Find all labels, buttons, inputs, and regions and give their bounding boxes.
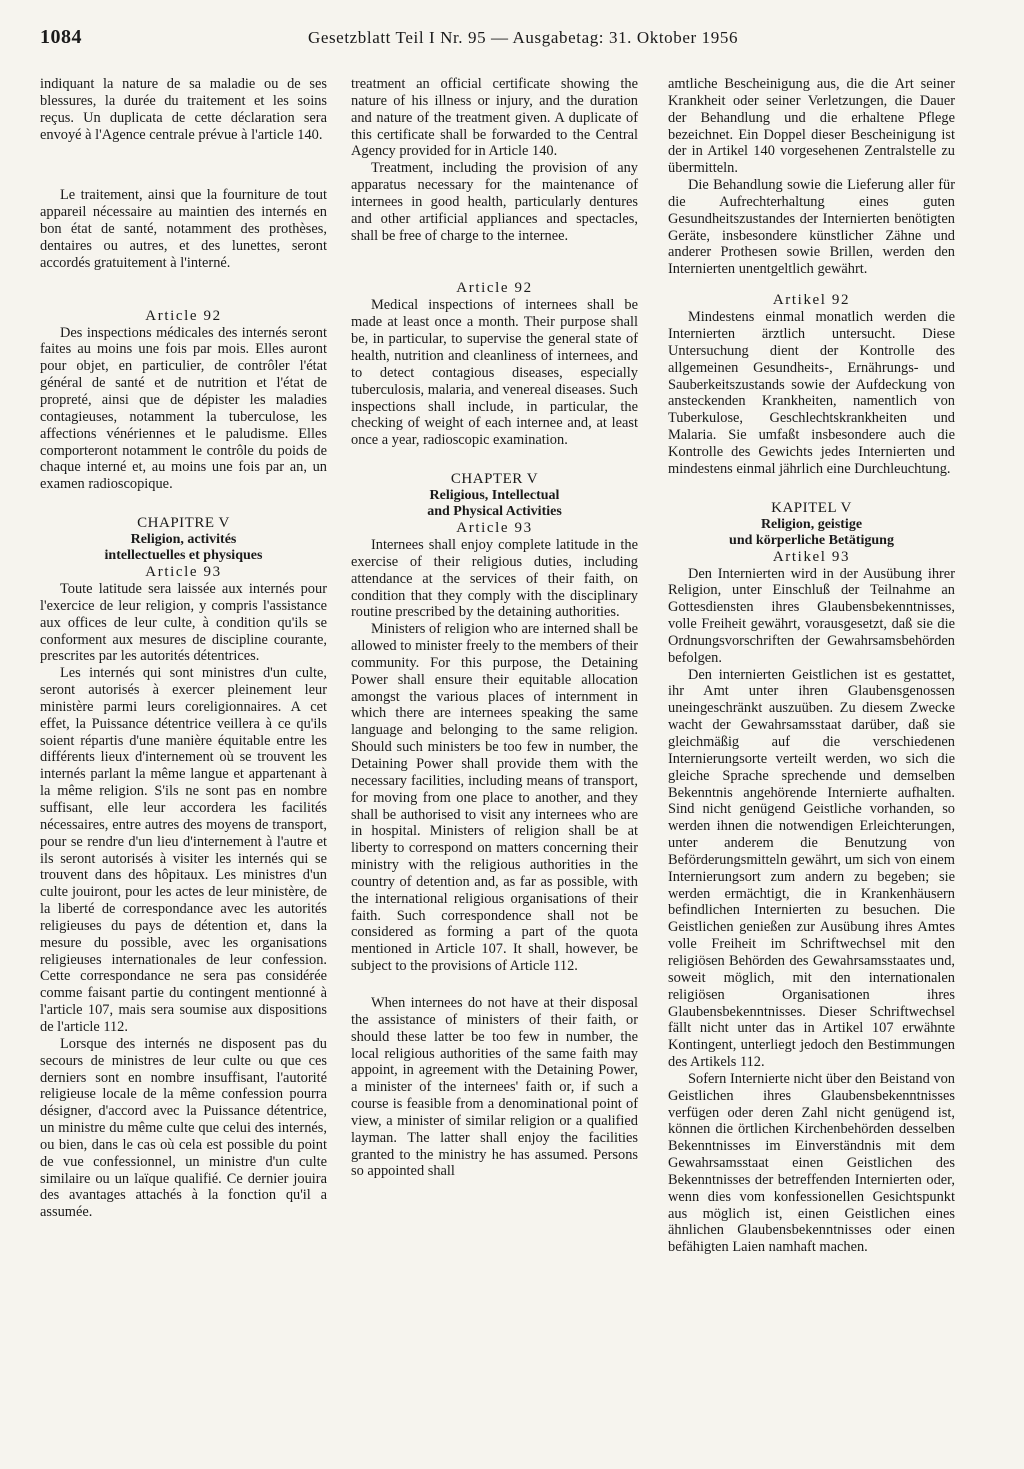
chapter-title: Religion, geistige und körperliche Betätigung (729, 516, 894, 548)
page-header (40, 26, 984, 56)
paragraph-continued: indiquant la nature de sa maladie ou de ses blessures, la durée du traitement et les soins reçus. Un duplicata de cette déclaration sera envoyé à l'Agence centrale prévue à l'article 140. (40, 76, 327, 143)
column-english (351, 76, 638, 1180)
article-92-text: Des inspections médicales des internés seront faites au moins une fois par mois. Elles auront pour objet, en particulier, de contrôler l'état général de santé et de nutrition et l'état de propreté, ainsi que de dépister les maladies contagieuses, notamment la tuberculose, les affections vénériennes et le paludisme. Elles comporteront notamment le contrôle du poids de chaque interné et, au moins une fois par an, un examen radioscopique. (40, 324, 327, 493)
paragraph-treatment: Treatment, including the provision of any apparatus necessary for the maintenance of internees in good health, particularly dentures and other artificial appliances and spectacles, shall be free of charge to the internee. (351, 160, 638, 244)
article-93-paragraph-3: Lorsque des internés ne disposent pas du secours de ministres de leur culte ou que ces derniers sont en nombre insuffisant, l'autorité religieuse locale de la même confession pourra désigner, d'accord avec la Puissance détentrice, un ministre du même culte que celui des internés, ou bien, dans le cas où cela est possible du point de vue confessionnel, un ministre d'un culte similaire ou un laïque qualifié. Ce dernier jouira des avantages attachés à la fonction qu'il a assumée. (40, 1035, 327, 1221)
article-93-paragraph-3: Sofern Internierte nicht über den Beistand von Geistlichen ihres Glaubensbekenntnisses verfügen oder deren Zahl nicht genügend ist, können die örtlichen Kirchenbehörden desselben Bekenntnisses im Einverständnis mit dem Gewahrsamsstaat einen Geistlichen des Bekenntnisses der betreffenden Internierten oder, wenn dies vom konfessionellen Gesichtspunkt aus möglich ist, einen Geistlichen eines ähnlichen Glaubensbekenntnisses oder einen befähigten Laien namhaft machen. (668, 1070, 955, 1256)
article-92-text: Medical inspections of internees shall be made at least once a month. Their purpose shall be, in particular, to supervise the general state of health, nutrition and cleanliness of internees, and to detect contagious diseases, especially tuberculosis, malaria, and venereal diseases. Such inspections shall include, in particular, the checking of weight of each internee and, at least once a year, radioscopic examination. (351, 297, 638, 449)
chapter-heading: KAPITEL V (771, 499, 852, 516)
chapter-heading: CHAPITRE V (137, 515, 230, 532)
chapter-title: Religious, Intellectual and Physical Activities (427, 488, 562, 520)
page-number: 1084 (40, 26, 82, 48)
article-93-paragraph-1: Den Internierten wird in der Ausübung ihrer Religion, unter Einschluß der Teilnahme an Gottesdiensten ihres Glaubensbekenntnisses, volle Freiheit gewährt, vorausgesetzt, daß sie die Ordnungsvorschriften der Gewahrsamsbehörden befolgen. (668, 565, 955, 666)
article-93-paragraph-2: Les internés qui sont ministres d'un culte, seront autorisés à exercer pleinement leur ministère parmi leurs coreligionnaires. A cet effet, la Puissance détentrice veillera à ce qu'ils soient répartis d'une manière équitable entre les différents lieux d'internement où se trouvent les internés parlant la même langue et appartenant à la même religion. S'ils ne sont pas en nombre suffisant, elle leur accordera les facilités nécessaires, entre autres des moyens de transport, pour se rendre d'un lieu d'internement à l'autre et ils seront autorisés à visiter les internés qui se trouvent dans des hôpitaux. Les ministres d'un culte jouiront, pour les actes de leur ministère, de la liberté de correspondance avec les autorités religieuses du pays de détention et, dans la mesure du possible, avec les organisations religieuses internationales de leur confession. Cette correspondance ne sera pas considérée comme faisant partie du contingent mentionné à l'article 107, mais sera soumise aux dispositions de l'article 112. (40, 665, 327, 1035)
article-92-heading: Article 92 (145, 307, 222, 324)
article-93-paragraph-2: Den internierten Geistlichen ist es gestattet, ihr Amt unter ihren Glaubensgenossen uneingeschränkt auszuüben. Zu diesem Zwecke wacht der Gewahrsamsstaat darüber, daß sie gleichmäßig auf die verschiedenen Internierungsorte verteilt werden, wo sich die gleiche Sprache sprechende und demselben Bekenntnis angehörende Internierte aufhalten. Sind nicht genügend Geistliche vorhanden, so werden ihnen die notwendigen Erleichterungen, unter anderem die Benutzung von Beförderungsmitteln gewährt, um sich von einem Internierungsort zum andern zu begeben; sie werden ermächtigt, die in Krankenhäusern befindlichen Internierten zu besuchen. Die Geistlichen genießen zur Ausübung ihres Amtes volle Freiheit im Schriftwechsel mit den religiösen Behörden des Gewahrsamsstaates und, soweit möglich, mit den internationalen religiösen Organisationen ihres Glaubensbekenntnisses. Dieser Schriftwechsel fällt nicht unter das in Artikel 107 erwähnte Kontingent, unterliegt jedoch den Bestimmungen des Artikels 112. (668, 666, 955, 1071)
article-93-heading: Article 93 (456, 520, 533, 537)
paragraph-continued: amtliche Bescheinigung aus, die die Art seiner Krankheit oder seiner Verletzungen, die Dauer der Behandlung und die erhaltene Pflege bezeichnet. Ein Doppel dieser Bescheinigung ist der in Artikel 140 vorgesehenen Zentralstelle zu übermitteln. (668, 76, 955, 177)
article-92-heading: Artikel 92 (772, 292, 851, 309)
chapter-heading: CHAPTER V (450, 471, 539, 488)
paragraph-treatment: Le traitement, ainsi que la fourniture de tout appareil nécessaire au maintien des internés en bon état de santé, notamment des prothèses, dentaires ou autres, et des lunettes, seront accordés gratuitement à l'interné. (40, 187, 327, 271)
paragraph-treatment: Die Behandlung sowie die Lieferung aller für die Aufrechterhaltung eines guten Gesundheitszustandes der Internierten benötigten Geräte, insbesondere künstlicher Zähne und anderer Prothesen sowie Brillen, werden den Internierten unentgeltlich gewährt. (668, 177, 955, 278)
article-93-paragraph-3: When internees do not have at their disposal the assistance of ministers of their faith, or should these latter be too few in number, the local religious authorities of the same faith may appoint, in agreement with the Detaining Power, a minister of the internees' faith or, if such a course is feasible from a denominational point of view, a minister of similar religion or a qualified layman. The latter shall enjoy the facilities granted to the ministry he has assumed. Persons so appointed shall (351, 994, 638, 1180)
column-german (668, 76, 955, 1256)
article-93-paragraph-1: Toute latitude sera laissée aux internés pour l'exercice de leur religion, y compris l'assistance aux offices de leur culte, à condition qu'ils se conforment aux mesures de discipline courante, prescrites par les autorités détentrices. (40, 581, 327, 665)
article-93-heading: Article 93 (145, 564, 222, 581)
article-92-heading: Article 92 (456, 280, 533, 297)
article-93-heading: Artikel 93 (772, 548, 851, 565)
column-french (40, 76, 327, 1221)
paragraph-continued: treatment an official certificate showing the nature of his illness or injury, and the duration and nature of the treatment given. A duplicate of this certificate shall be forwarded to the Central Agency provided for in Article 140. (351, 76, 638, 160)
article-93-paragraph-2: Ministers of religion who are interned shall be allowed to minister freely to the members of their community. For this purpose, the Detaining Power shall ensure their equitable allocation amongst the various places of internment in which there are internees speaking the same language and belonging to the same religion. Should such ministers be too few in number, the Detaining Power shall provide them with the necessary facilities, including means of transport, for moving from one place to another, and they shall be authorised to visit any internees who are in hospital. Ministers of religion shall be at liberty to correspond on matters concerning their ministry with the religious authorities in the country of detention and, as far as possible, with the international religious organisations of their faith. Such correspondence shall not be considered as forming a part of the quota mentioned in Article 107. It shall, however, be subject to the provisions of Article 112. (351, 621, 638, 975)
running-title: Gesetzblatt Teil I Nr. 95 — Ausgabetag: 31. Oktober 1956 (307, 28, 739, 47)
article-93-paragraph-1: Internees shall enjoy complete latitude in the exercise of their religious duties, including attendance at the services of their faith, on condition that they comply with the disciplinary routine prescribed by the detaining authorities. (351, 537, 638, 621)
chapter-title: Religion, activités intellectuelles et physiques (104, 532, 263, 564)
article-92-text: Mindestens einmal monatlich werden die Internierten ärztlich untersucht. Diese Untersuchung dient der Kontrolle des allgemeinen Gesundheits-, Ernährungs- und Sauberkeitszustands sowie der Aufdeckung von ansteckenden Krankheiten, namentlich von Tuberkulose, Geschlechtskrankheiten und Malaria. Sie umfaßt insbesondere auch die Kontrolle des Gewichts jedes Internierten und mindestens einmal jährlich eine Durchleuchtung. (668, 309, 955, 477)
